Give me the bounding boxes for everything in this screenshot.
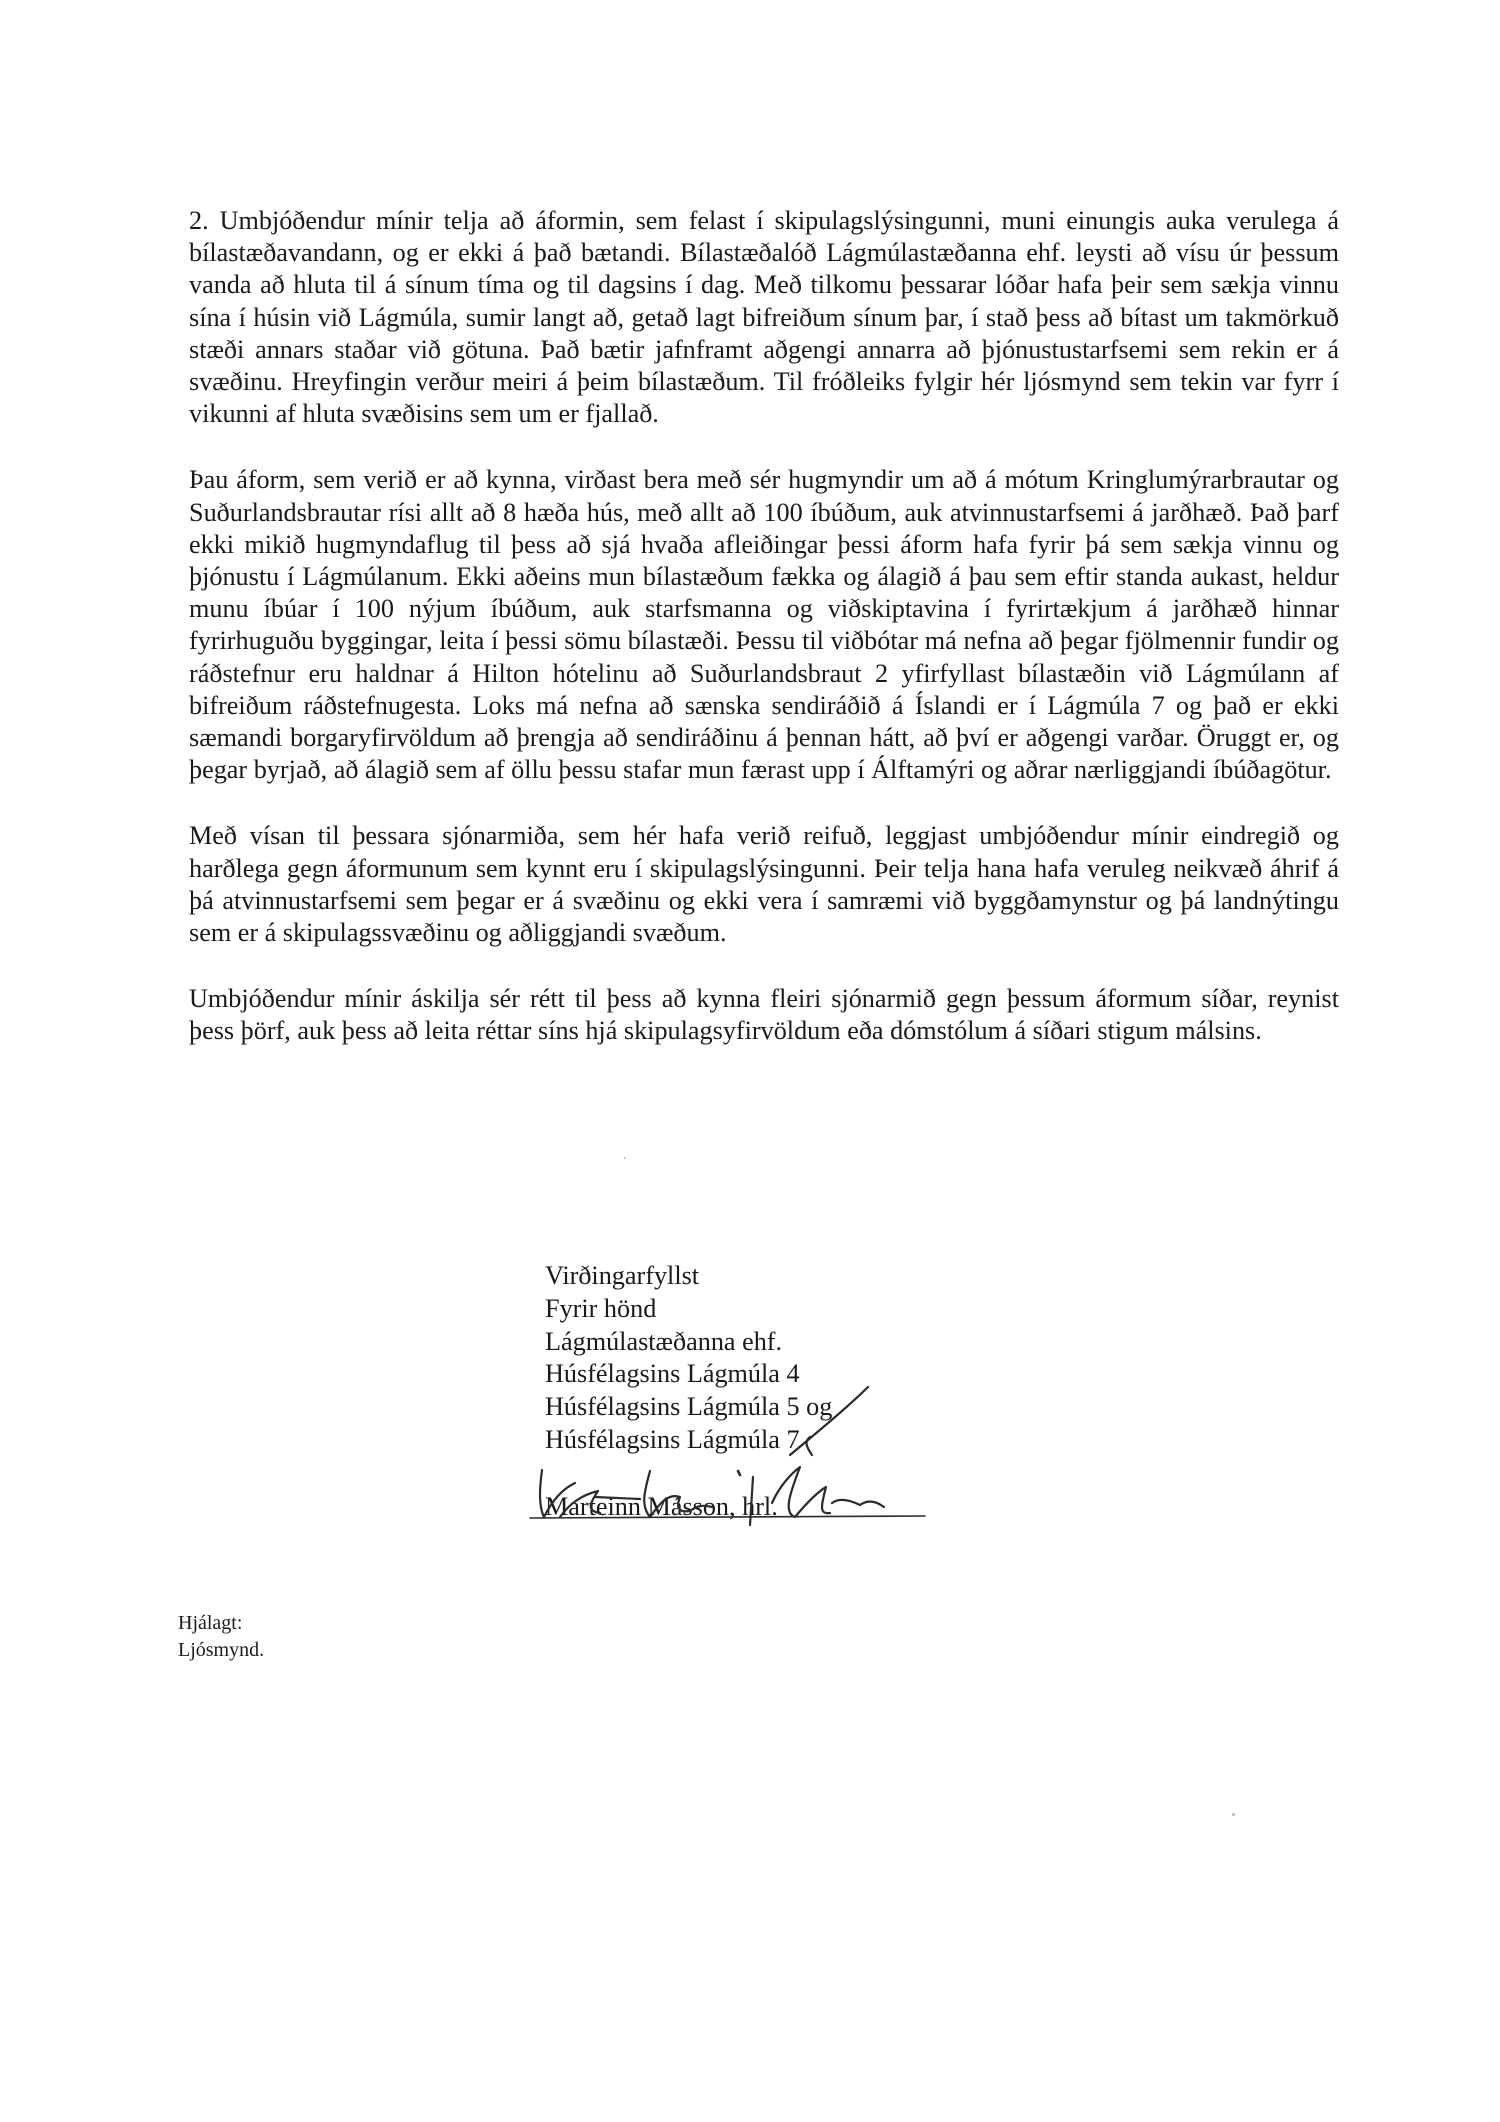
- letter-body: [189, 205, 1339, 1082]
- client-org-4: Húsfélagsins Lágmúla 7: [545, 1424, 800, 1454]
- attachment-note: [178, 1610, 264, 1664]
- client-org-3: Húsfélagsins Lágmúla 5 og: [545, 1392, 833, 1422]
- attachment-item: Ljósmynd.: [178, 1639, 265, 1661]
- attachment-label: Hjálagt:: [178, 1612, 243, 1634]
- paragraph-reservation-of-rights: Umbjóðendur mínir áskilja sér rétt til þess að kynna fleiri sjónarmið gegn þessum áformum síðar, reynist þess þörf, auk þess að leita réttar síns hjá skipulagsyfirvöldum eða dómstólum á síðari stigum málsins.: [189, 984, 1339, 1046]
- client-org-1: Lágmúlastæðanna ehf.: [545, 1326, 783, 1356]
- paragraph-objection: Með vísan til þessara sjónarmiða, sem hér hafa verið reifuð, leggjast umbjóðendur mínir eindregið og harðlega gegn áformunum sem kynnt eru í skipulagslýsingunni. Þeir telja hana hafa veruleg neikvæð áhrif á þá atvinnustarfsemi sem þegar er á svæðinu og ekki vera í samræmi við byggðamynstur og þá landnýtingu sem er á skipulagssvæðinu og aðliggjandi svæðum.: [189, 821, 1339, 948]
- signer-name: Marteinn Másson, hrl.: [545, 1491, 778, 1521]
- client-org-2: Húsfélagsins Lágmúla 4: [545, 1359, 800, 1389]
- handwritten-signature: [500, 1375, 930, 1535]
- paragraph-parking-concerns: 2. Umbjóðendur mínir telja að áformin, sem felast í skipulagslýsingunni, muni einungis auka verulega á bílastæðavandann, og er ekki á það bætandi. Bílastæðalóð Lágmúlastæðanna ehf. leysti að vísu úr þessum vanda að hluta til á sínum tíma og til dagsins í dag. Með tilkomu þessarar lóðar hafa þeir sem sækja vinnu sína í húsin við Lágmúla, sumir langt að, getað lagt bifreiðum sínum þar, í stað þess að bítast um takmörkuð stæði annars staðar við götuna. Það bætir jafnframt aðgengi annarra að þjónustustarfsemi sem rekin er á svæðinu. Hreyfingin verður meiri á þeim bílastæðum. Til fróðleiks fylgir hér ljósmynd sem tekin var fyrr í vikunni af hluta svæðisins sem um er fjallað.: [189, 206, 1339, 429]
- paragraph-development-plans: Þau áform, sem verið er að kynna, virðast bera með sér hugmyndir um að á mótum Kringlumýrarbrautar og Suðurlandsbrautar rísi allt að 8 hæða hús, með allt að 100 íbúðum, auk atvinnustarfsemi á jarðhæð. Það þarf ekki mikið hugmyndaflug til þess að sjá hvaða afleiðingar þessi áform hafa fyrir þá sem sækja vinnu og þjónustu í Lágmúlanum. Ekki aðeins mun bílastæðum fækka og álagið á þau sem eftir standa aukast, heldur munu íbúar í 100 nýjum íbúðum, auk starfsmanna og viðskiptavina í fyrirtækjum á jarðhæð hinnar fyrirhuguðu byggingar, leita í þessi sömu bílastæði. Þessu til viðbótar má nefna að þegar fjölmennir fundir og ráðstefnur eru haldnar á Hilton hótelinu að Suðurlandsbraut 2 yfirfyllast bílastæðin við Lágmúlann af bifreiðum ráðstefnugesta. Loks má nefna að sænska sendiráðið á Íslandi er í Lágmúla 7 og það er ekki sæmandi borgaryfirvöldum að þrengja að sendiráðinu á þennan hátt, að því er aðgengi varðar. Öruggt er, og þegar byrjað, að álagið sem af öllu þessu stafar mun færast upp í Álftamýri og aðrar nærliggjandi íbúðagötur.: [189, 465, 1339, 785]
- salutation: Virðingarfyllst: [545, 1261, 700, 1290]
- scan-speck: [1232, 1813, 1235, 1816]
- on-behalf-line: Fyrir hönd: [545, 1293, 657, 1323]
- scan-speck: [624, 1157, 626, 1159]
